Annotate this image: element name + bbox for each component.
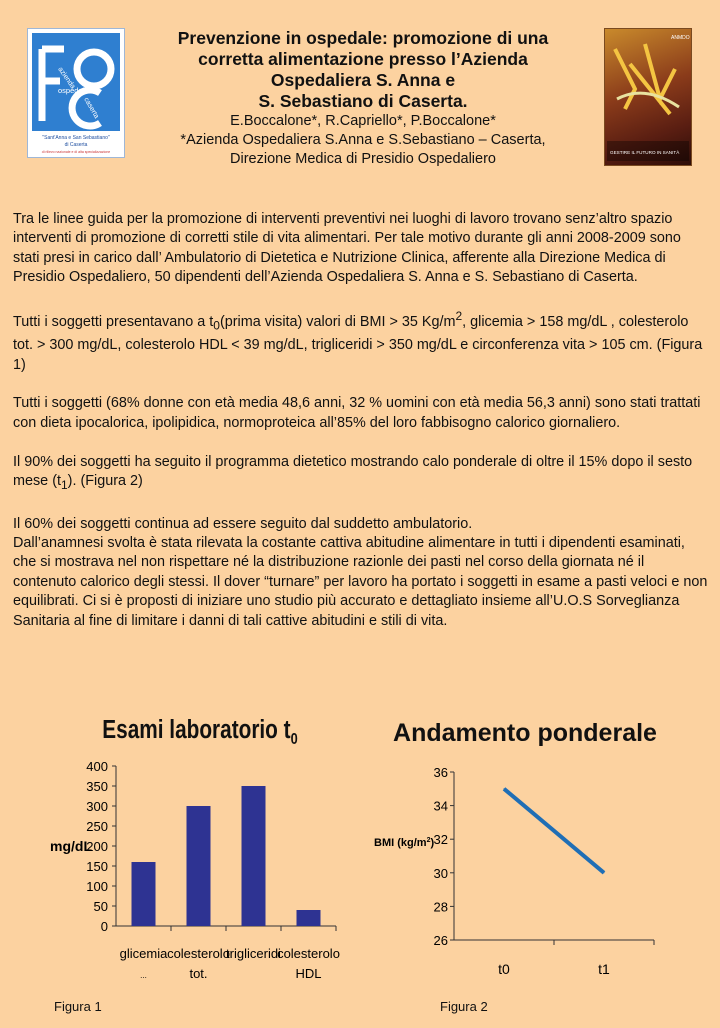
bar-x-label: glicemia bbox=[119, 946, 168, 961]
logo-text-caserta: caserta bbox=[82, 96, 100, 120]
poster-title: Prevenzione in ospedale: promozione di una corretta alimentazione presso l’Azienda Ospedaliera S. Anna e S. Sebastiano di Caserta. bbox=[177, 28, 549, 111]
affiliation: *Azienda Ospedaliera S.Anna e S.Sebastiano – Caserta, Direzione Medica di Presidio Ospedaliero bbox=[180, 132, 546, 167]
line-point-0 bbox=[504, 788, 505, 789]
bar-2 bbox=[242, 786, 266, 926]
logo-text-city: di Caserta bbox=[64, 142, 88, 148]
bar-x-label: colesterolo bbox=[167, 946, 230, 961]
bar-y-tick-label: 250 bbox=[86, 819, 108, 834]
line-chart-title: Andamento ponderale bbox=[393, 719, 657, 747]
line-point-1 bbox=[604, 872, 605, 873]
bar-3 bbox=[297, 910, 321, 926]
hospital-logo bbox=[27, 28, 125, 158]
line-series bbox=[504, 789, 604, 873]
paragraph-results: Il 90% dei soggetti ha seguito il programma dietetico mostrando calo ponderale di oltre il 15% dopo il sesto mese $(t_1)$. (Figura 2) bbox=[13, 453, 693, 492]
bar-x-label: colesterolo bbox=[277, 946, 340, 961]
bar-1 bbox=[187, 806, 211, 926]
bar-0 bbox=[132, 862, 156, 926]
bar-chart-title: Esami laboratorio $t_0$ bbox=[102, 714, 298, 749]
poster-header bbox=[130, 28, 596, 169]
line-y-tick-label: 30 bbox=[433, 865, 448, 881]
bar-x-label-line2: ... bbox=[140, 971, 147, 980]
paragraph-treatment: Tutti i soggetti (68% donne con età media 48,6 anni, 32 % uomini con età media 56,3 anni) sono stati trattati con dieta ipocalorica, ipolipidica, normoproteica all’85% del loro fabbisogno calorico giornaliero. bbox=[13, 395, 701, 431]
bar-y-tick-label: 200 bbox=[86, 839, 108, 854]
line-y-axis-label: BMI $(kg/m^2)$ bbox=[374, 837, 435, 849]
bar-x-label-line2: HDL bbox=[295, 966, 322, 981]
line-y-tick-label: 28 bbox=[433, 899, 448, 915]
bar-y-axis-label: mg/dL bbox=[50, 838, 92, 854]
bar-y-tick-label: 50 bbox=[93, 899, 108, 914]
figure-2-caption: Figura 2 bbox=[440, 999, 488, 1014]
line-y-tick-label: 36 bbox=[433, 765, 448, 780]
logo-text-ospedaliera: ospedaliera bbox=[58, 86, 97, 95]
bar-y-tick-label: 350 bbox=[86, 779, 108, 794]
cover-badge-text: ANMDO bbox=[671, 35, 690, 41]
paragraph-intro: Tra le linee guida per la promozione di interventi preventivi nei luoghi di lavoro trovano senz’altro spazio interventi di promozione di corretti stile di vita alimentari. Per tale motivo durante gli anni 2008-2009 sono stati presi in carico dall’ Ambulatorio di Dietetica e Nutrizione Clinica, afferente alla Direzione Medica di Presidio Ospedaliero, 50 dipendenti dell’Azienda Ospedaliera S. Anna e S. Sebastiano di Caserta. bbox=[13, 211, 681, 286]
line-x-label: t1 bbox=[598, 961, 610, 977]
logo-text-tagline: di rilievo nazionale e di alta specializzazione bbox=[41, 150, 111, 154]
bar-y-tick-label: 100 bbox=[86, 879, 108, 894]
line-y-tick-label: 26 bbox=[433, 933, 448, 948]
line-y-tick-label: 32 bbox=[433, 832, 448, 848]
line-x-label: t0 bbox=[498, 961, 510, 977]
logo-text-hospital-name: "Sant'Anna e San Sebastiano" bbox=[42, 135, 110, 141]
paragraph-followup: Il 60% dei soggetti continua ad essere seguito dal suddetto ambulatorio. bbox=[13, 515, 473, 532]
figure-1-caption: Figura 1 bbox=[54, 999, 102, 1014]
bar-y-tick-label: 150 bbox=[86, 859, 108, 874]
bar-y-tick-label: 300 bbox=[86, 799, 108, 814]
line-y-tick-label: 34 bbox=[433, 798, 448, 814]
bar-chart-lab-exams bbox=[40, 700, 360, 990]
cover-title-text: GESTIRE IL FUTURO IN SANITÀ bbox=[610, 150, 680, 155]
body-text bbox=[13, 210, 709, 650]
bar-y-tick-label: 400 bbox=[86, 759, 108, 774]
bar-y-tick-label: 0 bbox=[100, 919, 108, 934]
paragraph-anamnesis: Dall’anamnesi svolta è stata rilevata la costante cattiva abitudine alimentare in tutti i dipendenti esaminati, che si mostrava nel non rispettare né la distribuzione razionle dei pasti nel corso della giornata né il contenuto calorico degli stessi. Il dover “turnare” per lavoro ha portato i soggetti in esame a pasti veloci e non equilibrati. Ci si è proposti di iniziare uno studio più accurato e dettagliato insieme all’U.O.S Sorveglianza Sanitaria al fine di limitare i danni di tali cattive abitudini e stili di vita. bbox=[13, 534, 708, 629]
congress-cover-image bbox=[604, 28, 692, 166]
bar-x-label-line2: tot. bbox=[189, 966, 208, 981]
authors: E.Boccalone*, R.Capriello*, P.Boccalone* bbox=[230, 113, 496, 129]
logo-text-azienda: azienda bbox=[56, 66, 77, 91]
line-chart-weight-trend bbox=[370, 705, 670, 990]
paragraph-baseline: Tutti i soggetti presentavano a $t_0(prima$ visita) valori di BMI > 35 $Kg/m^2$, glicemia > 158 mg/dL , colesterolo tot. > 300 mg/dL, colesterolo HDL < 39 mg/dL, trigliceridi > 350 mg/dL e circonferenza vita > 105 cm. (Figura 1) bbox=[13, 309, 703, 373]
bar-x-label: trigliceridi bbox=[226, 946, 281, 961]
